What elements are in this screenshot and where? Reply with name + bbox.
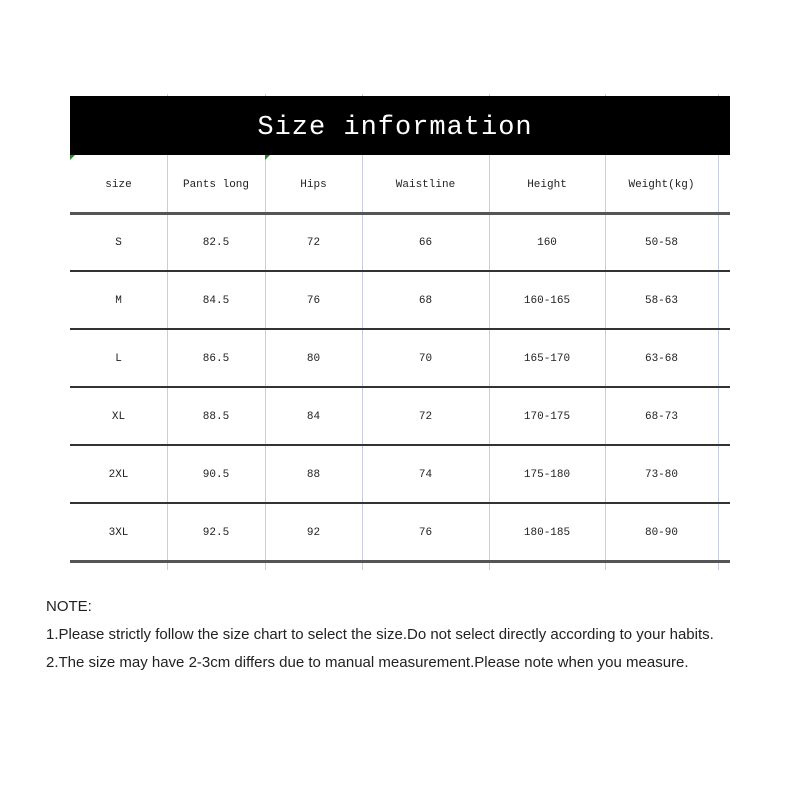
table-row — [70, 446, 730, 504]
cell-height: 160 — [537, 237, 557, 249]
column-header-height: Height — [527, 179, 567, 191]
cell-size: L — [115, 353, 122, 365]
table-row — [70, 272, 730, 330]
cell-pants-long: 82.5 — [202, 237, 230, 249]
cell-waistline: 70 — [418, 353, 433, 365]
cell-pants-long: 92.5 — [202, 527, 230, 539]
column-header-hips: Hips — [300, 179, 327, 191]
note-line: 2.The size may have 2-3cm differs due to manual measurement.Please note when you measure. — [46, 654, 689, 671]
column-header-weight: Weight(kg) — [628, 179, 695, 191]
table-row — [70, 504, 730, 562]
cell-height: 165-170 — [523, 353, 571, 365]
cell-weight: 50-58 — [644, 237, 678, 249]
table-row — [70, 214, 730, 272]
cell-hips: 80 — [306, 353, 321, 365]
cell-pants-long: 90.5 — [202, 469, 230, 481]
notes-section — [46, 593, 714, 677]
cell-size: M — [115, 295, 122, 307]
cell-weight: 73-80 — [644, 469, 678, 481]
cell-waistline: 66 — [418, 237, 433, 249]
cell-pants-long: 88.5 — [202, 411, 230, 423]
cell-height: 180-185 — [523, 527, 571, 539]
cell-weight: 58-63 — [644, 295, 678, 307]
column-header-pants-long: Pants long — [182, 179, 249, 191]
cell-height: 160-165 — [523, 295, 571, 307]
cell-weight: 63-68 — [644, 353, 678, 365]
table-header-row — [70, 156, 730, 214]
cell-size: S — [115, 237, 122, 249]
cell-pants-long: 84.5 — [202, 295, 230, 307]
row-divider — [70, 560, 730, 563]
cell-hips: 76 — [306, 295, 321, 307]
cell-waistline: 76 — [418, 527, 433, 539]
cell-size: XL — [111, 411, 126, 423]
column-header-waistline: Waistline — [395, 179, 456, 191]
column-header-size: size — [105, 179, 132, 191]
cell-hips: 84 — [306, 411, 321, 423]
cell-waistline: 68 — [418, 295, 433, 307]
table-row — [70, 330, 730, 388]
cell-height: 175-180 — [523, 469, 571, 481]
cell-waistline: 74 — [418, 469, 433, 481]
cell-size: 2XL — [108, 469, 129, 481]
cell-weight: 68-73 — [644, 411, 678, 423]
notes-heading: NOTE: — [46, 598, 92, 615]
cell-size: 3XL — [108, 527, 129, 539]
note-line: 1.Please strictly follow the size chart to select the size.Do not select directly according to your habits. — [46, 626, 714, 643]
cell-waistline: 72 — [418, 411, 433, 423]
cell-height: 170-175 — [523, 411, 571, 423]
cell-hips: 72 — [306, 237, 321, 249]
page-title: Size information — [257, 112, 533, 143]
cell-pants-long: 86.5 — [202, 353, 230, 365]
table-row — [70, 388, 730, 446]
cell-hips: 92 — [306, 527, 321, 539]
title-banner — [70, 96, 730, 155]
cell-hips: 88 — [306, 469, 321, 481]
cell-weight: 80-90 — [644, 527, 678, 539]
